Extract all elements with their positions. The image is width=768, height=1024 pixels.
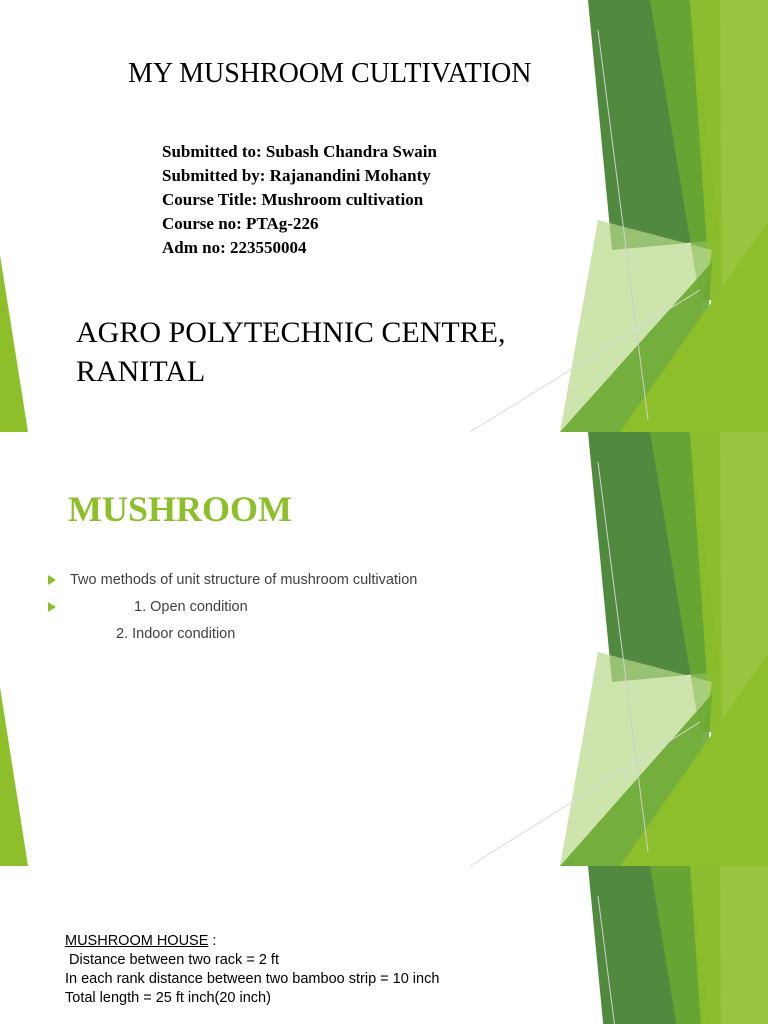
arrow-bullet-icon (48, 575, 56, 585)
heading-text: MUSHROOM HOUSE (65, 933, 209, 949)
mushroom-house-details (65, 932, 465, 1008)
presentation-title: MY MUSHROOM CULTIVATION (128, 58, 532, 89)
slide-mushroom (0, 432, 768, 866)
detail-line: Total length = 25 ft inch(20 inch) (65, 990, 271, 1006)
course-title: Course Title: Mushroom cultivation (162, 190, 424, 209)
list-text: 2. Indoor condition (116, 626, 236, 642)
detail-line: Distance between two rack = 2 ft (65, 952, 279, 968)
bullet-text: Two methods of unit structure of mushroom cultivation (70, 572, 418, 588)
submitted-to: Submitted to: Subash Chandra Swain (162, 142, 437, 161)
institution-name (76, 313, 506, 391)
arrow-bullet-icon (48, 602, 56, 612)
bullet-text: 1. Open condition (134, 599, 248, 615)
adm-no: Adm no: 223550004 (162, 238, 307, 257)
slide-mushroom-house (0, 866, 768, 1024)
slide-title (0, 0, 768, 432)
bullet-item (48, 599, 248, 615)
bullet-item (48, 572, 417, 588)
submission-info (162, 140, 437, 260)
detail-line: In each rank distance between two bamboo strip = 10 inch (65, 971, 440, 987)
heading-suffix: : (208, 933, 217, 949)
slide-heading: MUSHROOM (68, 489, 292, 529)
details-heading (65, 932, 465, 951)
course-no: Course no: PTAg-226 (162, 214, 319, 233)
list-item (116, 626, 235, 642)
institution-line-2: RANITAL (76, 355, 206, 388)
institution-line-1: AGRO POLYTECHNIC CENTRE, (76, 316, 506, 349)
submitted-by: Submitted by: Rajanandini Mohanty (162, 166, 431, 185)
